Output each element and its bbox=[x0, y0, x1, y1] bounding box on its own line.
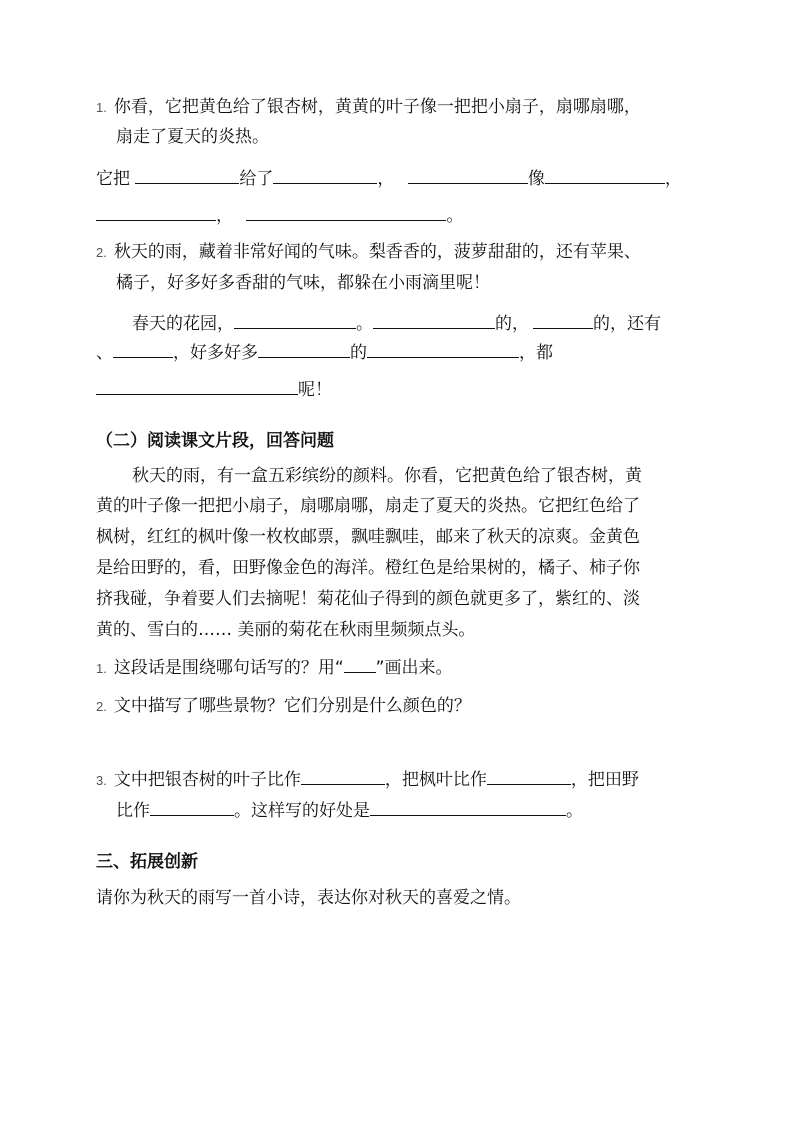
answer-blank[interactable] bbox=[135, 167, 239, 184]
section-heading: （二）阅读课文片段，回答问题 bbox=[96, 431, 334, 451]
question-text: 文中把银杏树的叶子比作 bbox=[113, 770, 301, 790]
answer-blank[interactable] bbox=[96, 204, 216, 221]
answer-blank[interactable] bbox=[273, 167, 377, 184]
answer-blank[interactable] bbox=[113, 341, 173, 358]
question-1-line-2: 扇走了夏天的炎热。 bbox=[116, 127, 269, 147]
fill-text: 像 bbox=[527, 169, 545, 189]
question-2-line-1 bbox=[96, 241, 641, 264]
question-text: 。这样写的好处是 bbox=[234, 801, 370, 821]
fill-text: 春天的花园， bbox=[132, 314, 234, 334]
question-text: 比作 bbox=[116, 801, 150, 821]
fill-text: 的， bbox=[495, 314, 529, 334]
section-prompt: 请你为秋天的雨写一首小诗，表达你对秋天的喜爱之情。 bbox=[96, 888, 521, 908]
question-number: 2. bbox=[96, 245, 107, 260]
answer-blank[interactable] bbox=[533, 312, 593, 329]
question-2-line-2: 橘子，好多好多香甜的气味，都躲在小雨滴里呢！ bbox=[116, 273, 490, 293]
question-2-3-line-1 bbox=[96, 768, 639, 792]
question-number: 1. bbox=[96, 100, 107, 115]
fill-text: 的，还有 bbox=[593, 314, 661, 334]
fill-text: 它把 bbox=[96, 169, 130, 189]
answer-blank[interactable] bbox=[545, 167, 665, 184]
question-text: 这段话是围绕哪句话写的？用“ bbox=[113, 658, 344, 678]
answer-blank[interactable] bbox=[301, 768, 385, 785]
question-text: ”画出来。 bbox=[375, 658, 453, 678]
question-text: ，把枫叶比作 bbox=[384, 770, 487, 790]
question-text: 。 bbox=[566, 801, 583, 821]
question-text: 你看，它把黄色给了银杏树，黄黄的叶子像一把把小扇子，扇哪扇哪， bbox=[113, 97, 641, 117]
question-2-3-line-2 bbox=[116, 799, 583, 822]
fill-line-3 bbox=[132, 312, 661, 335]
fill-line-5 bbox=[96, 378, 332, 401]
passage-line: 挤我碰，争着要人们去摘呢！菊花仙子得到的颜色就更多了，紫红的、淡 bbox=[96, 589, 640, 609]
answer-blank[interactable] bbox=[408, 167, 528, 184]
underline-sample bbox=[344, 662, 376, 673]
fill-text: ，都 bbox=[519, 343, 553, 363]
answer-blank[interactable] bbox=[367, 341, 519, 358]
fill-text: 给了 bbox=[239, 169, 274, 189]
question-number: 2. bbox=[96, 699, 107, 714]
question-2-1 bbox=[96, 657, 452, 680]
question-text: 文中描写了哪些景物？它们分别是什么颜色的？ bbox=[113, 696, 471, 716]
fill-text: 。 bbox=[446, 206, 464, 226]
question-1-line-1 bbox=[96, 96, 641, 119]
answer-blank[interactable] bbox=[487, 768, 571, 785]
question-text: ，把田野 bbox=[570, 770, 639, 790]
fill-text: 的 bbox=[350, 343, 367, 363]
answer-blank[interactable] bbox=[258, 341, 350, 358]
answer-blank[interactable] bbox=[373, 312, 495, 329]
answer-blank[interactable] bbox=[96, 378, 298, 395]
question-number: 3. bbox=[96, 773, 107, 788]
fill-text: ， bbox=[216, 206, 233, 226]
fill-text: 呢！ bbox=[298, 380, 332, 400]
passage-line: 黄的、雪白的…… 美丽的菊花在秋雨里频频点头。 bbox=[96, 620, 476, 640]
fill-text: 。 bbox=[356, 314, 373, 334]
fill-text: ， bbox=[377, 169, 395, 189]
section-heading: 三、拓展创新 bbox=[96, 852, 198, 872]
question-2-2 bbox=[96, 695, 471, 718]
passage-line: 秋天的雨，有一盒五彩缤纷的颜料。你看，它把黄色给了银杏树，黄 bbox=[132, 466, 642, 486]
passage-line: 枫树，红红的枫叶像一枚枚邮票，飘哇飘哇，邮来了秋天的凉爽。金黄色 bbox=[96, 527, 640, 547]
answer-blank[interactable] bbox=[370, 799, 566, 816]
passage-line: 黄的叶子像一把把小扇子，扇哪扇哪，扇走了夏天的炎热。它把红色给了 bbox=[96, 496, 640, 516]
fill-line-2 bbox=[96, 204, 463, 227]
answer-blank[interactable] bbox=[234, 312, 356, 329]
answer-blank[interactable] bbox=[246, 204, 446, 221]
fill-text: ，好多好多 bbox=[173, 343, 258, 363]
question-text: 秋天的雨，藏着非常好闻的气味。梨香香的，菠萝甜甜的，还有苹果、 bbox=[113, 242, 641, 262]
passage-line: 是给田野的，看，田野像金色的海洋。橙红色是给果树的，橘子、柿子你 bbox=[96, 558, 640, 578]
question-number: 1. bbox=[96, 661, 107, 676]
fill-line-4 bbox=[96, 341, 553, 364]
fill-text: 、 bbox=[96, 343, 113, 363]
fill-text: ， bbox=[664, 169, 682, 189]
fill-line-1 bbox=[96, 167, 682, 190]
answer-blank[interactable] bbox=[150, 799, 234, 816]
